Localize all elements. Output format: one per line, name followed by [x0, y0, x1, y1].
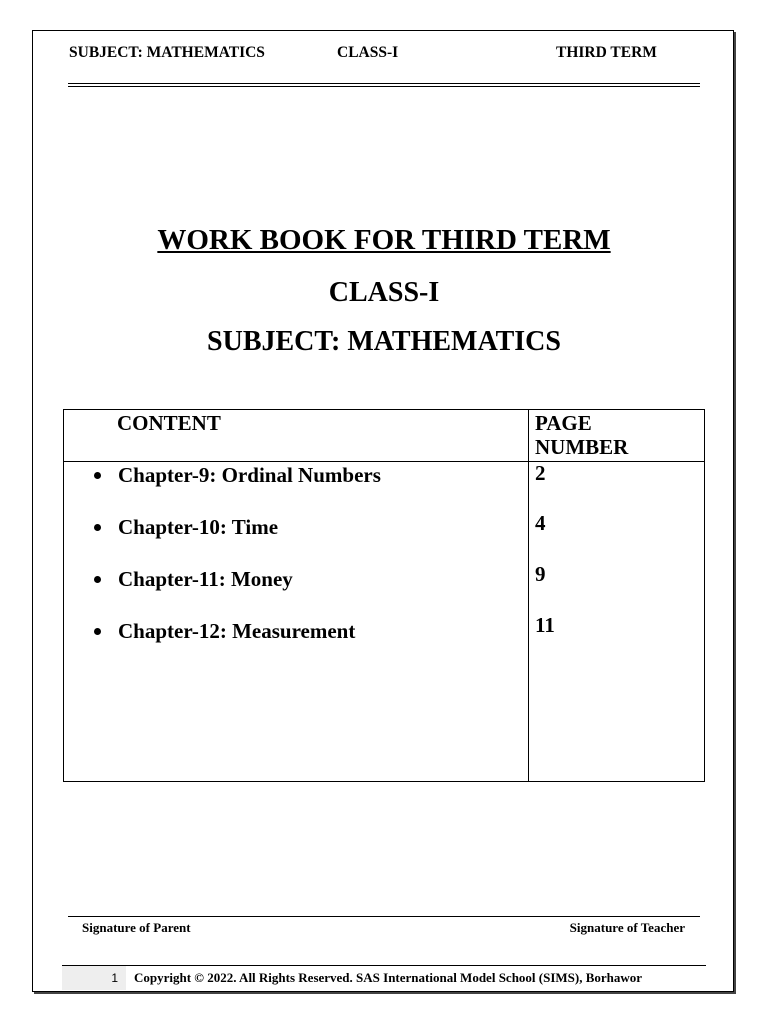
parent-signature-label: Signature of Parent — [82, 920, 191, 935]
title-subject: SUBJECT: MATHEMATICS — [207, 326, 561, 357]
footer-rule — [62, 965, 706, 966]
chapter-page-number: 9 — [535, 562, 546, 586]
chapter-label: Chapter-10: Time — [118, 515, 279, 539]
chapter-page-number: 4 — [535, 511, 546, 535]
list-item — [94, 463, 381, 488]
header-rule-top — [68, 83, 700, 84]
bullet-icon — [94, 576, 101, 583]
chapter-label: Chapter-12: Measurement — [118, 619, 356, 643]
chapter-label: Chapter-9: Ordinal Numbers — [118, 463, 381, 487]
page-number: 1 — [62, 966, 126, 990]
list-item — [94, 619, 355, 644]
table-header-divider — [64, 461, 704, 462]
chapter-label: Chapter-11: Money — [118, 567, 293, 591]
list-item — [94, 567, 293, 592]
list-item — [94, 515, 278, 540]
content-column-header: CONTENT — [117, 411, 221, 435]
bullet-icon — [94, 472, 101, 479]
table-column-divider — [528, 410, 529, 781]
signature-rule — [68, 916, 700, 917]
title-class: CLASS-I — [328, 277, 440, 308]
contents-table — [63, 409, 705, 782]
header-class: CLASS-I — [337, 44, 399, 61]
teacher-signature-label: Signature of Teacher — [569, 920, 685, 935]
copyright-text: Copyright © 2022. All Rights Reserved. SAS International Model School (SIMS), Borhawor — [134, 970, 643, 985]
bullet-icon — [94, 628, 101, 635]
bullet-icon — [94, 524, 101, 531]
header-rule-bottom — [68, 86, 700, 87]
page-number-column-header: PAGE NUMBER — [535, 411, 629, 459]
chapter-page-number: 11 — [535, 613, 555, 637]
header-subject: SUBJECT: MATHEMATICS — [69, 44, 265, 61]
page-title: WORK BOOK FOR THIRD TERM — [157, 224, 611, 256]
chapter-page-number: 2 — [535, 461, 546, 485]
header-term: THIRD TERM — [556, 44, 657, 61]
